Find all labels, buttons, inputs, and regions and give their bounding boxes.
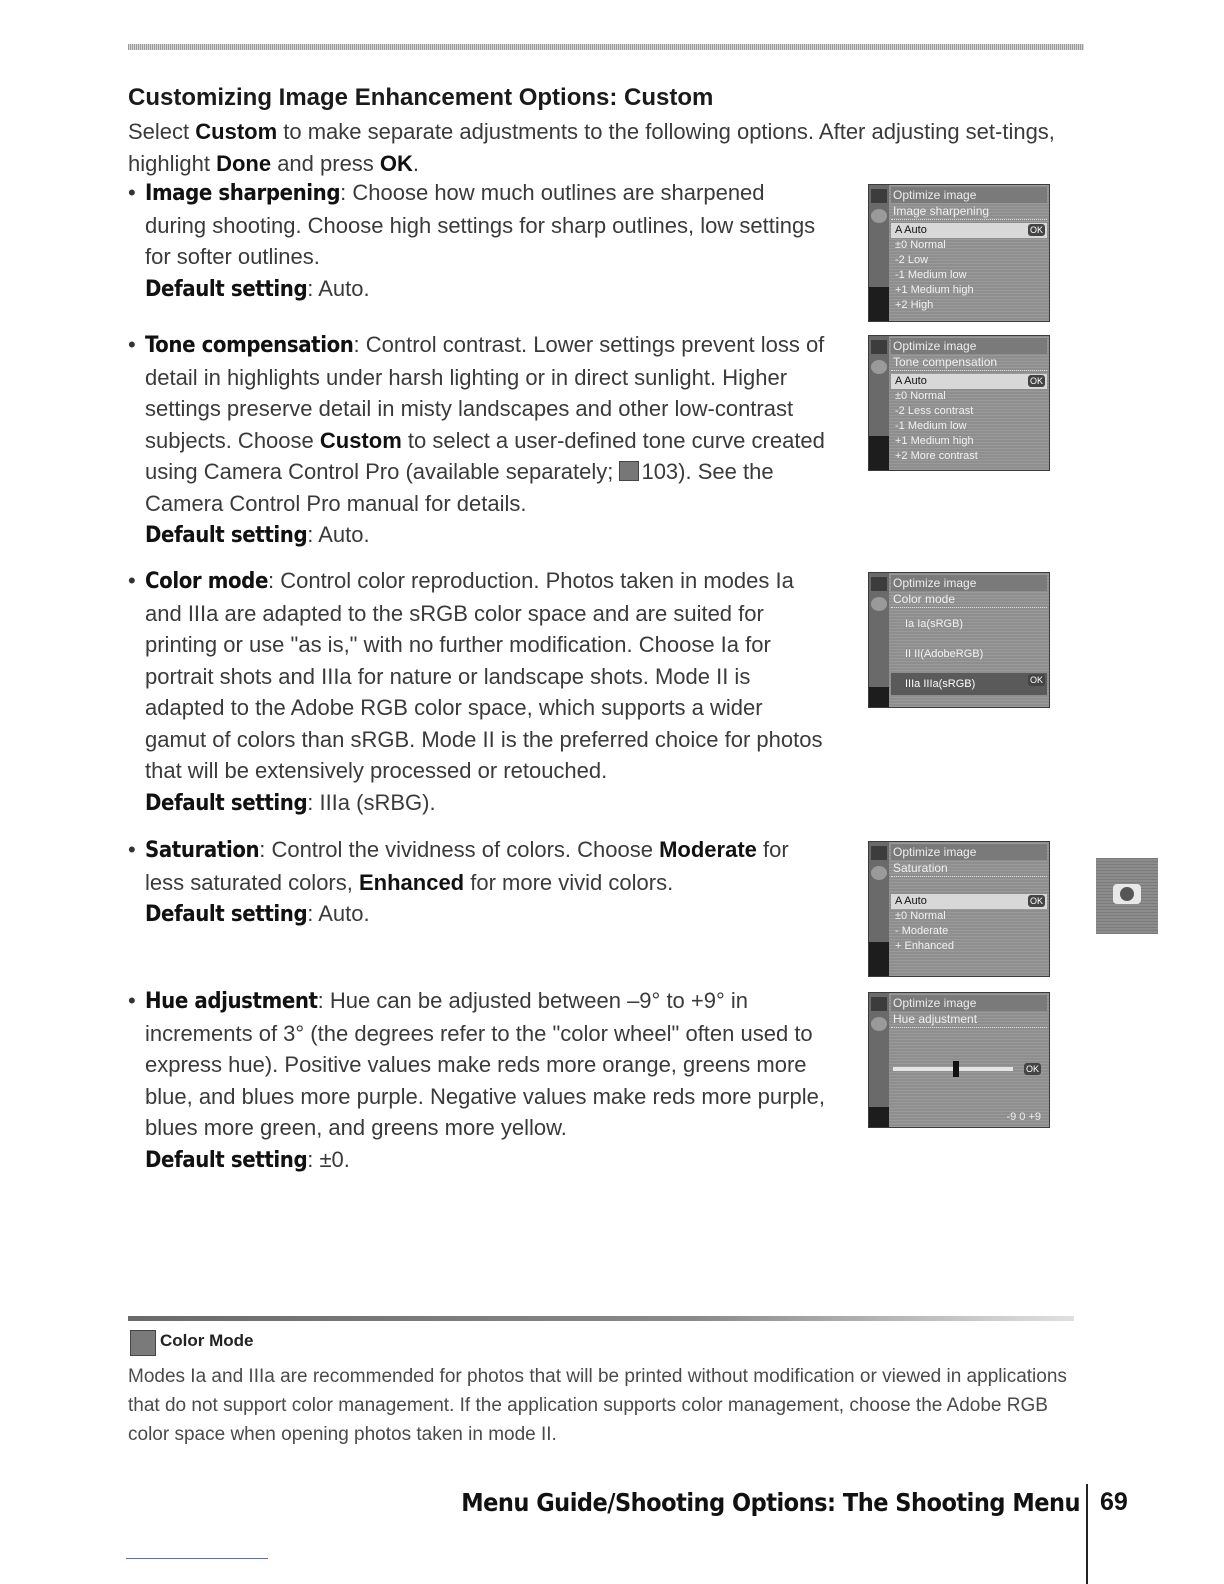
menu-option: ±0 Normal [895, 390, 946, 402]
term-tone-compensation: Tone compensation [145, 333, 354, 358]
note-icon [130, 1330, 156, 1356]
menu-option: II II(AdobeRGB) [905, 648, 984, 660]
ok-icon: OK [1029, 896, 1043, 906]
term-saturation: Saturation [145, 838, 260, 863]
menu-option: Ia Ia(sRGB) [905, 618, 964, 630]
bottom-link-line [126, 1558, 268, 1559]
menu-option: ±0 Normal [895, 910, 946, 922]
note-rule [128, 1316, 1074, 1321]
footer-section-title: Menu Guide/Shooting Options: The Shooting Menu [461, 1488, 1080, 1517]
hue-scale-label: -9 0 +9 [1006, 1111, 1041, 1123]
book-reference-icon [619, 461, 639, 481]
menu-option: A Auto OK [891, 223, 1047, 238]
hue-slider-marker [953, 1061, 959, 1077]
menu-option: - Moderate [895, 925, 949, 937]
menu-option: A Auto OK [891, 374, 1047, 389]
ok-icon: OK [1029, 376, 1043, 386]
ok-icon: OK [1025, 1064, 1039, 1074]
ok-icon: OK [1029, 225, 1043, 235]
screen-hue-adjustment: Optimize image Hue adjustment OK -9 0 +9 [868, 992, 1050, 1128]
menu-option: A Auto OK [891, 894, 1047, 909]
done-keyword: Done [216, 151, 272, 176]
section-heading: Customizing Image Enhancement Options: Custom [128, 84, 714, 111]
ok-icon: OK [1029, 675, 1043, 685]
menu-option: -2 Less contrast [895, 405, 974, 417]
screen-image-sharpening: Optimize image Image sharpening A Auto OK ±0 Normal -2 Low -1 Medium low +1 Medium high +2 High [868, 184, 1050, 322]
item-hue-adjustment: • Hue adjustment: Hue can be adjusted between –9° to +9° in increments of 3° (the degrees refer to the "color wheel" often used to express hue). Positive values make reds more orange, greens more blue, and blues more purple. Negative values make reds more purple, blues more green, and greens more yellow. Default setting: ±0. [128, 988, 825, 1173]
note-title: Color Mode [160, 1331, 254, 1350]
menu-option: +2 High [895, 299, 934, 311]
note-body: Modes Ia and IIIa are recommended for photos that will be printed without modification or viewed in applications that do not support color management. If the application supports color management, choose the Adobe RGB color space when opening photos taken in mode II. [128, 1366, 1067, 1445]
menu-option: -1 Medium low [895, 269, 967, 281]
custom-keyword: Custom [195, 119, 278, 144]
item-tone-compensation: • Tone compensation: Control contrast. Lower settings prevent loss of detail in highlights under harsh lighting or in direct sunlight. Higher settings preserve detail in misty landscapes and other low-contrast subjects. Choose Custom to select a user-defined tone curve created using Camera Control Pro (available separately; 103). See the Camera Control Pro manual for details. Default setting: Auto. [128, 332, 825, 548]
menu-option: ±0 Normal [895, 239, 946, 251]
menu-option: +1 Medium high [895, 284, 974, 296]
screen-color-mode: Optimize image Color mode Ia Ia(sRGB) II II(AdobeRGB) IIIa IIIa(sRGB) OK [868, 572, 1050, 708]
top-rule [128, 44, 1084, 50]
term-hue-adjustment: Hue adjustment [145, 989, 318, 1014]
item-image-sharpening: • Image sharpening: Choose how much outlines are sharpened during shooting. Choose high settings for sharp outlines, low settings for softer outlines. Default setting: Auto. [128, 180, 816, 302]
term-image-sharpening: Image sharpening [145, 181, 341, 206]
screen-tone-compensation: Optimize image Tone compensation A Auto OK ±0 Normal -2 Less contrast -1 Medium low +1 Medium high +2 More contrast [868, 335, 1050, 471]
menu-option: +1 Medium high [895, 435, 974, 447]
page-number: 69 [1100, 1488, 1128, 1516]
screen-saturation: Optimize image Saturation A Auto OK ±0 Normal - Moderate + Enhanced [868, 841, 1050, 977]
intro-paragraph: Select Custom to make separate adjustments to the following options. After adjusting set-tings, highlight Done and press OK. [128, 119, 1055, 176]
menu-option: IIIa IIIa(sRGB) OK [891, 673, 1047, 695]
menu-option: +2 More contrast [895, 450, 978, 462]
menu-option: + Enhanced [895, 940, 955, 952]
item-saturation: • Saturation: Control the vividness of colors. Choose Moderate for less saturated colors, Enhanced for more vivid colors. Default setting: Auto. [128, 837, 789, 927]
shooting-menu-tab [1096, 858, 1158, 934]
menu-option: -1 Medium low [895, 420, 967, 432]
menu-option: -2 Low [895, 254, 929, 266]
term-color-mode: Color mode [145, 569, 268, 594]
ok-keyword: OK [379, 151, 413, 176]
footer-separator [1086, 1484, 1088, 1584]
item-color-mode: • Color mode: Control color reproduction. Photos taken in modes Ia and IIIa are adapted to the sRGB color space and are suited for printing or use "as is," with no further modification. Choose Ia for portrait shots and IIIa for nature or landscape shots. Mode II is adapted to the Adobe RGB color space, which supports a wider gamut of colors than sRGB. Mode II is the preferred choice for photos that will be extensively processed or retouched. Default setting: IIIa (sRBG). [128, 568, 823, 816]
